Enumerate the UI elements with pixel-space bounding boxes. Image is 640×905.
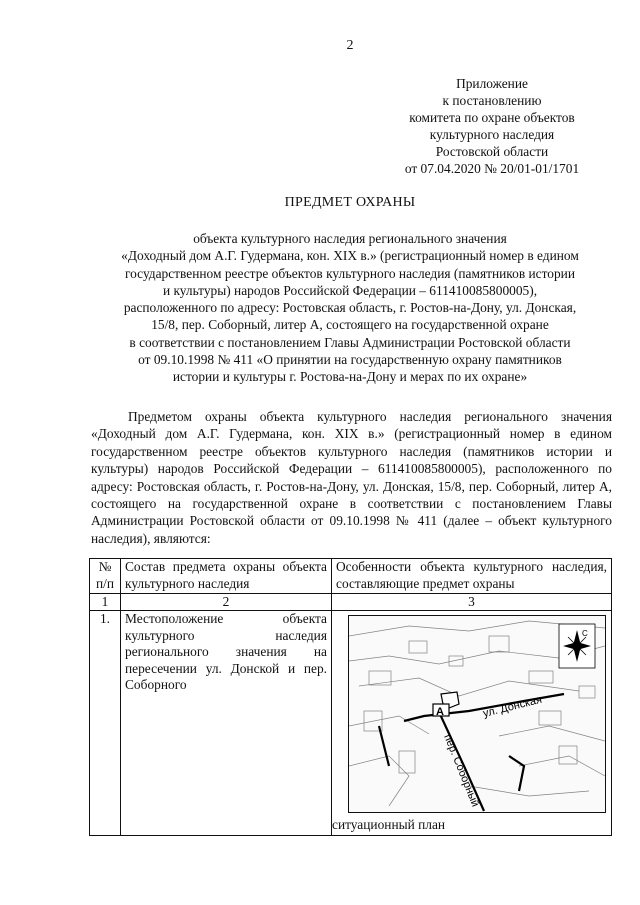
subject-block — [88, 230, 612, 386]
column-number: 2 — [121, 594, 332, 611]
subject-line: государственном реестре объектов культурного наследия (памятников истории — [124, 265, 575, 281]
subject-line: «Доходный дом А.Г. Гудермана, кон. XIX в.» (регистрационный номер в едином — [121, 248, 579, 264]
map-caption: ситуационный план — [332, 816, 446, 832]
subject-line: 15/8, пер. Соборный, литер А, состоящего на государственной охране — [151, 317, 549, 333]
column-number-row — [90, 594, 612, 611]
subject-line: в соответствии с постановлением Главы Администрации Ростовской области — [129, 334, 571, 350]
subject-line: истории и культуры г. Ростова-на-Дону и мерах по их охране» — [172, 369, 528, 385]
appendix-line: от 07.04.2020 № 20/01-01/1701 — [404, 161, 580, 176]
situational-map — [348, 615, 606, 813]
header-cell-features: Особенности объекта культурного наследия, составляющие предмет охраны — [332, 559, 612, 594]
table-header-row — [90, 559, 612, 594]
header-cell-number: № п/п — [90, 559, 121, 594]
table-row — [90, 611, 612, 836]
column-number: 1 — [90, 594, 121, 611]
street-label-donskaya: ул. Донская — [481, 693, 544, 720]
map-drawing — [349, 616, 605, 812]
document-title: ПРЕДМЕТ ОХРАНЫ — [284, 195, 416, 210]
compass-icon — [559, 624, 595, 668]
subject-line: от 09.10.1998 № 411 «О принятии на государственную охрану памятников — [138, 352, 562, 368]
street-label-soborny: пер. Соборный — [441, 732, 482, 809]
appendix-block — [392, 75, 592, 177]
subject-line: и культуры) народов Российской Федерации – 611410085800005), — [162, 282, 538, 298]
appendix-line: к постановлению — [442, 93, 542, 108]
body-paragraph-text: Предметом охраны объекта культурного наследия регионального значения «Доходный дом А.Г. Гудермана, кон. XIX в.» (регистрационный номер в едином государственном реестре объектов культурного наследия (памятников истории и культуры) народов Российской Федерации – 611410085800005), расположенного по адресу: Ростовская область, г. Ростов-на-Дону, ул. Донская, 15/8, пер. Соборный, литер А, состоящего на государственной охране в соответствии с постановлением Главы Администрации Ростовской области от 09.10.1998 № 411 (далее – объект культурного наследия), являются: — [91, 409, 612, 546]
protection-table — [89, 558, 612, 836]
map-cell — [332, 611, 612, 836]
header-cell-composition: Состав предмета охраны объекта культурного наследия — [121, 559, 332, 594]
appendix-line: культурного наследия — [429, 127, 555, 142]
appendix-line: комитета по охране объектов — [409, 110, 575, 125]
body-paragraph — [91, 408, 612, 547]
subject-line: объекта культурного наследия регионального значения — [193, 231, 507, 246]
compass-letter: С — [582, 629, 588, 638]
page-number: 2 — [346, 38, 354, 53]
subject-line: расположенного по адресу: Ростовская область, г. Ростов-на-Дону, ул. Донская, — [123, 300, 577, 316]
building-letter: А — [436, 706, 444, 718]
column-number: 3 — [332, 594, 612, 611]
appendix-line: Приложение — [456, 76, 528, 91]
appendix-line: Ростовской области — [435, 144, 549, 159]
row-number: 1. — [90, 611, 121, 836]
row-item: Местоположение объекта культурного наследия регионального значения на пересечении ул. Донской и пер. Соборного — [121, 611, 332, 836]
